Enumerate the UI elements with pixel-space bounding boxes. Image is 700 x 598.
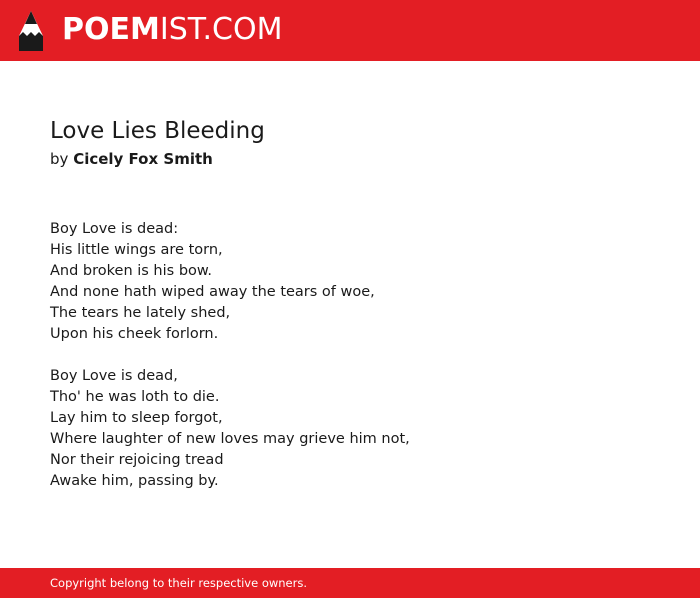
poem-line: Where laughter of new loves may grieve him not,	[50, 431, 410, 447]
poem-line: And broken is his bow.	[50, 263, 213, 279]
site-footer	[0, 568, 700, 598]
poem-line: Upon his cheek forlorn.	[50, 326, 219, 342]
poem-line: Boy Love is dead,	[50, 368, 178, 384]
poem-stanza	[50, 219, 670, 345]
logo-text-light: IST.COM	[159, 12, 283, 47]
copyright-text: Copyright belong to their respective owners.	[50, 576, 308, 590]
poem-line: Nor their rejoicing tread	[50, 452, 224, 468]
poem-body	[50, 219, 670, 492]
poem-line: His little wings are torn,	[50, 242, 223, 258]
site-logo[interactable]	[62, 10, 282, 50]
poem-stanza	[50, 366, 670, 492]
poem-byline	[50, 148, 670, 170]
poem-line: The tears he lately shed,	[50, 305, 231, 321]
logo-text-bold: POEM	[62, 12, 160, 47]
poem-line: Awake him, passing by.	[50, 473, 219, 489]
by-label: by	[50, 150, 69, 168]
poem-author[interactable]: Cicely Fox Smith	[73, 150, 213, 168]
poem-line: Lay him to sleep forgot,	[50, 410, 223, 426]
poem-line: Tho' he was loth to die.	[50, 389, 220, 405]
pencil-tip-icon[interactable]	[18, 10, 44, 52]
poem-line: Boy Love is dead:	[50, 221, 179, 237]
poem-title: Love Lies Bleeding	[50, 118, 265, 144]
poem-line: And none hath wiped away the tears of woe,	[50, 284, 375, 300]
poem-content	[50, 116, 670, 513]
site-header	[0, 0, 700, 61]
